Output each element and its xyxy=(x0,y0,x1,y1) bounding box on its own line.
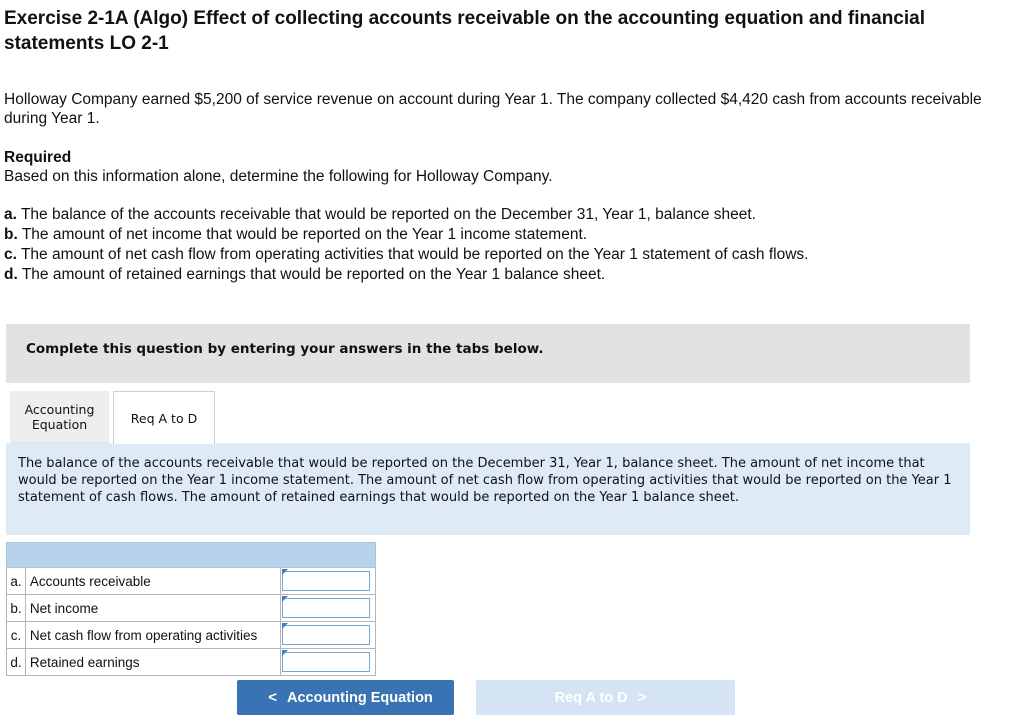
answer-marker-icon xyxy=(282,596,288,602)
table-row xyxy=(7,649,376,676)
requirement-text: The amount of retained earnings that would be reported on the Year 1 balance sheet. xyxy=(21,266,606,283)
row-label: Retained earnings xyxy=(25,649,280,676)
tab-accounting-equation[interactable]: Accounting Equation xyxy=(10,391,109,443)
row-label: Net cash flow from operating activities xyxy=(25,622,280,649)
answer-table xyxy=(6,542,376,676)
table-header xyxy=(7,543,376,568)
row-letter: d. xyxy=(7,649,26,676)
required-text: Based on this information alone, determine the following for Holloway Company. xyxy=(4,168,553,185)
required-heading: Required xyxy=(4,149,72,166)
problem-intro: Holloway Company earned $5,200 of service revenue on account during Year 1. The company collected $4,420 cash from accounts receivable during Year 1. xyxy=(4,91,982,127)
prev-tab-button[interactable] xyxy=(237,680,454,715)
next-button-label: Req A to D xyxy=(554,689,628,706)
retained-earnings-input[interactable] xyxy=(282,652,370,672)
requirement-text: The balance of the accounts receivable that would be reported on the December 31, Year 1, balance sheet. xyxy=(20,206,756,223)
requirement-a xyxy=(4,205,808,225)
next-tab-button[interactable] xyxy=(476,680,735,715)
prev-button-label: Accounting Equation xyxy=(286,689,433,706)
table-row xyxy=(7,568,376,595)
requirements-list xyxy=(4,205,808,285)
requirement-b xyxy=(4,225,808,245)
table-row xyxy=(7,595,376,622)
chevron-right-icon: > xyxy=(637,689,647,706)
requirement-c xyxy=(4,245,808,265)
row-letter: b. xyxy=(7,595,26,622)
answer-marker-icon xyxy=(282,569,288,575)
net-cash-flow-input[interactable] xyxy=(282,625,370,645)
tab-req-a-to-d[interactable]: Req A to D xyxy=(113,391,215,444)
requirement-letter: d. xyxy=(4,266,18,283)
row-letter: a. xyxy=(7,568,26,595)
net-income-input[interactable] xyxy=(282,598,370,618)
requirement-d xyxy=(4,265,808,285)
answer-marker-icon xyxy=(282,623,288,629)
banner-text: Complete this question by entering your answers in the tabs below. xyxy=(26,341,544,357)
answer-marker-icon xyxy=(282,650,288,656)
instruction-banner xyxy=(6,324,970,383)
page-title: Exercise 2-1A (Algo) Effect of collecting accounts receivable on the accounting equation and financial statements LO 2-1 xyxy=(4,8,925,54)
accounts-receivable-input[interactable] xyxy=(282,571,370,591)
requirement-letter: b. xyxy=(4,226,18,243)
row-label: Net income xyxy=(25,595,280,622)
chevron-left-icon: < xyxy=(268,689,277,706)
requirement-letter: c. xyxy=(4,246,17,263)
row-label: Accounts receivable xyxy=(25,568,280,595)
tab-instructions: The balance of the accounts receivable that would be reported on the December 31, Year 1, balance sheet. The amount of net income that would be reported on the Year 1 income statement. The amount of net cash flow from operating activities that would be reported on the Year 1 statement of cash flows. The amount of retained earnings that would be reported on the Year 1 balance sheet. xyxy=(6,443,970,535)
requirement-letter: a. xyxy=(4,206,17,223)
table-row xyxy=(7,622,376,649)
row-letter: c. xyxy=(7,622,26,649)
table-header-cell xyxy=(7,543,376,568)
requirement-text: The amount of net cash flow from operating activities that would be reported on the Year 1 statement of cash flows. xyxy=(20,246,809,263)
requirement-text: The amount of net income that would be reported on the Year 1 income statement. xyxy=(21,226,588,243)
